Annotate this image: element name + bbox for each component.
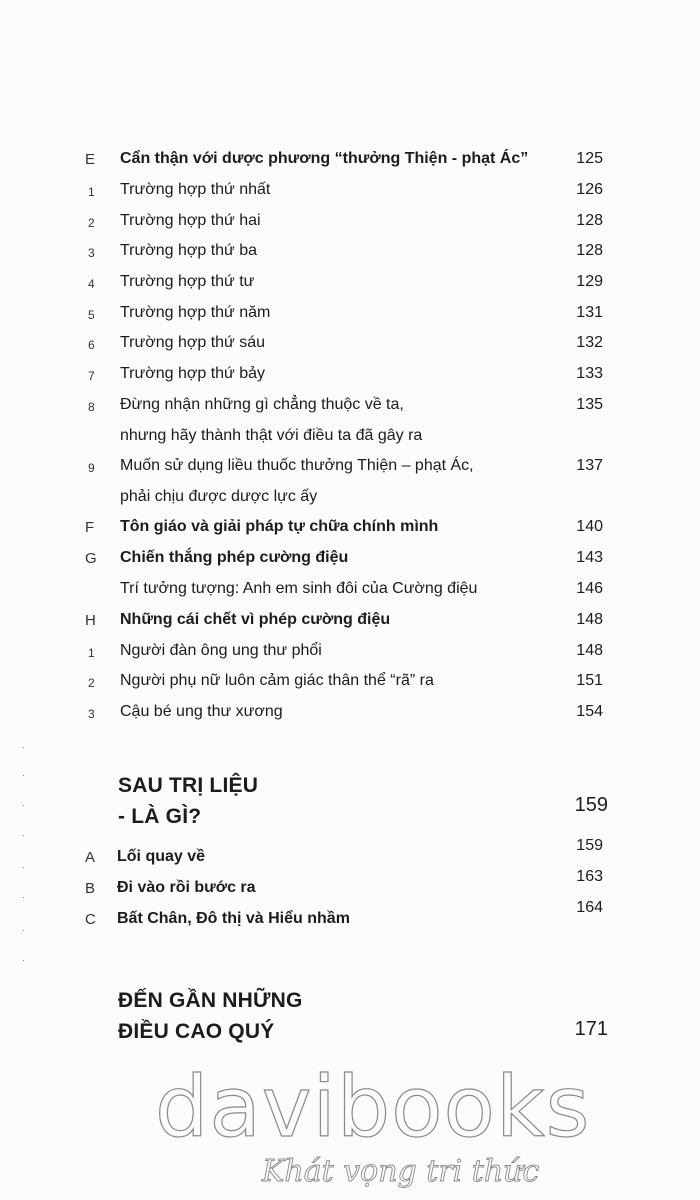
toc-entry xyxy=(0,703,700,733)
edge-mark: · xyxy=(22,800,25,810)
toc-entry xyxy=(0,212,700,242)
toc-label: Trường hợp thứ sáu xyxy=(120,334,265,351)
toc-page: 137 xyxy=(576,457,603,474)
watermark-tagline: Khát vọng tri thức xyxy=(262,1154,540,1189)
section-page: 171 xyxy=(574,1018,608,1040)
toc-marker: F xyxy=(85,519,95,536)
toc-page: 159 xyxy=(576,837,603,854)
toc-marker: 8 xyxy=(88,400,95,414)
toc-page: 143 xyxy=(576,549,603,566)
toc-page: 164 xyxy=(576,899,603,916)
toc-label: Bất Chân, Đô thị và Hiểu nhầm xyxy=(117,910,350,927)
toc-entry xyxy=(0,580,700,610)
toc-marker: 1 xyxy=(88,646,95,660)
toc-marker: 5 xyxy=(88,308,95,322)
edge-mark: · xyxy=(22,770,25,780)
toc-page: 140 xyxy=(576,518,603,535)
toc-marker: 1 xyxy=(88,185,95,199)
toc-label: Trường hợp thứ tư xyxy=(120,273,255,290)
toc-page: 125 xyxy=(576,150,603,167)
section-page: 159 xyxy=(574,794,608,816)
toc-page: 128 xyxy=(576,242,603,259)
toc-page: 146 xyxy=(576,580,603,597)
toc-entry xyxy=(0,150,700,180)
toc-label: Trường hợp thứ hai xyxy=(120,212,261,229)
toc-page: 148 xyxy=(576,611,603,628)
toc-entry xyxy=(0,642,700,672)
toc-page: 129 xyxy=(576,273,603,290)
edge-mark: · xyxy=(22,742,25,752)
toc-entry xyxy=(0,518,700,548)
toc-entry xyxy=(0,899,700,940)
toc-label: Những cái chết vì phép cường điệu xyxy=(120,611,391,628)
edge-mark: · xyxy=(22,925,25,935)
toc-label: Người phụ nữ luôn cảm giác thân thể “rã” ra xyxy=(120,672,434,689)
toc-marker: 6 xyxy=(88,338,95,352)
toc-marker: H xyxy=(85,612,96,629)
toc-label-continued: nhưng hãy thành thật với điều ta đã gây ra xyxy=(120,427,423,444)
toc-entry xyxy=(0,457,700,517)
toc-label: Tôn giáo và giải pháp tự chữa chính mình xyxy=(120,518,439,535)
watermark-logo-text: davibooks xyxy=(155,1058,591,1156)
toc-page: 154 xyxy=(576,703,603,720)
toc-label: Cậu bé ung thư xương xyxy=(120,703,283,720)
toc-label: Muốn sử dụng liều thuốc thưởng Thiện – phạt Ác, xyxy=(120,457,474,474)
toc-marker: 3 xyxy=(88,246,95,260)
section-title-line-2: - LÀ GÌ? xyxy=(118,805,202,828)
toc-entry xyxy=(0,242,700,272)
toc-marker: E xyxy=(85,151,96,168)
edge-mark: · xyxy=(22,862,25,872)
toc-label: Cẩn thận với dược phương “thưởng Thiện - phạt Ác” xyxy=(120,150,529,167)
toc-marker: G xyxy=(85,550,97,567)
toc-label: Trường hợp thứ ba xyxy=(120,242,257,259)
section-title xyxy=(118,770,258,832)
edge-mark: · xyxy=(22,892,25,902)
toc-marker: 2 xyxy=(88,216,95,230)
toc-label: Trường hợp thứ bảy xyxy=(120,365,265,382)
toc-page: 131 xyxy=(576,304,603,321)
toc-marker: 4 xyxy=(88,277,95,291)
toc-marker: C xyxy=(85,911,96,928)
toc-page: 148 xyxy=(576,642,603,659)
toc-entry xyxy=(0,365,700,395)
toc-marker: 9 xyxy=(88,461,95,475)
toc-label: Đừng nhận những gì chẳng thuộc về ta, xyxy=(120,396,404,413)
toc-entry xyxy=(0,304,700,334)
toc-entry xyxy=(0,672,700,702)
toc-marker: A xyxy=(85,849,96,866)
toc-entry xyxy=(0,549,700,579)
toc-page: 126 xyxy=(576,181,603,198)
toc-marker: 3 xyxy=(88,707,95,721)
section-title xyxy=(118,985,303,1047)
toc-page: 135 xyxy=(576,396,603,413)
toc-label: Đi vào rồi bước ra xyxy=(117,879,256,896)
edge-mark: · xyxy=(22,955,25,965)
toc-marker: 7 xyxy=(88,369,95,383)
toc-label: Trường hợp thứ nhất xyxy=(120,181,271,198)
toc-entry xyxy=(0,611,700,641)
toc-marker: B xyxy=(85,880,96,897)
toc-label: Trí tưởng tượng: Anh em sinh đôi của Cường điệu xyxy=(120,580,478,597)
toc-label: Lối quay về xyxy=(117,848,206,865)
toc-page: 128 xyxy=(576,212,603,229)
toc-entry xyxy=(0,396,700,456)
toc-entry xyxy=(0,334,700,364)
toc-label-continued: phải chịu được dược lực ấy xyxy=(120,488,318,505)
toc-label: Trường hợp thứ năm xyxy=(120,304,271,321)
toc-page: 151 xyxy=(576,672,603,689)
section-title-line-1: ĐẾN GẦN NHỮNG xyxy=(118,989,303,1012)
toc-label: Người đàn ông ung thư phổi xyxy=(120,642,322,659)
toc-page: 133 xyxy=(576,365,603,382)
toc-marker: 2 xyxy=(88,676,95,690)
toc-page: 163 xyxy=(576,868,603,885)
toc-label: Chiến thắng phép cường điệu xyxy=(120,549,349,566)
section-title-line-1: SAU TRỊ LIỆU xyxy=(118,774,259,797)
section-title-line-2: ĐIỀU CAO QUÝ xyxy=(118,1020,275,1043)
toc-entry xyxy=(0,181,700,211)
toc-entry xyxy=(0,273,700,303)
edge-mark: · xyxy=(22,830,25,840)
toc-page: 132 xyxy=(576,334,603,351)
